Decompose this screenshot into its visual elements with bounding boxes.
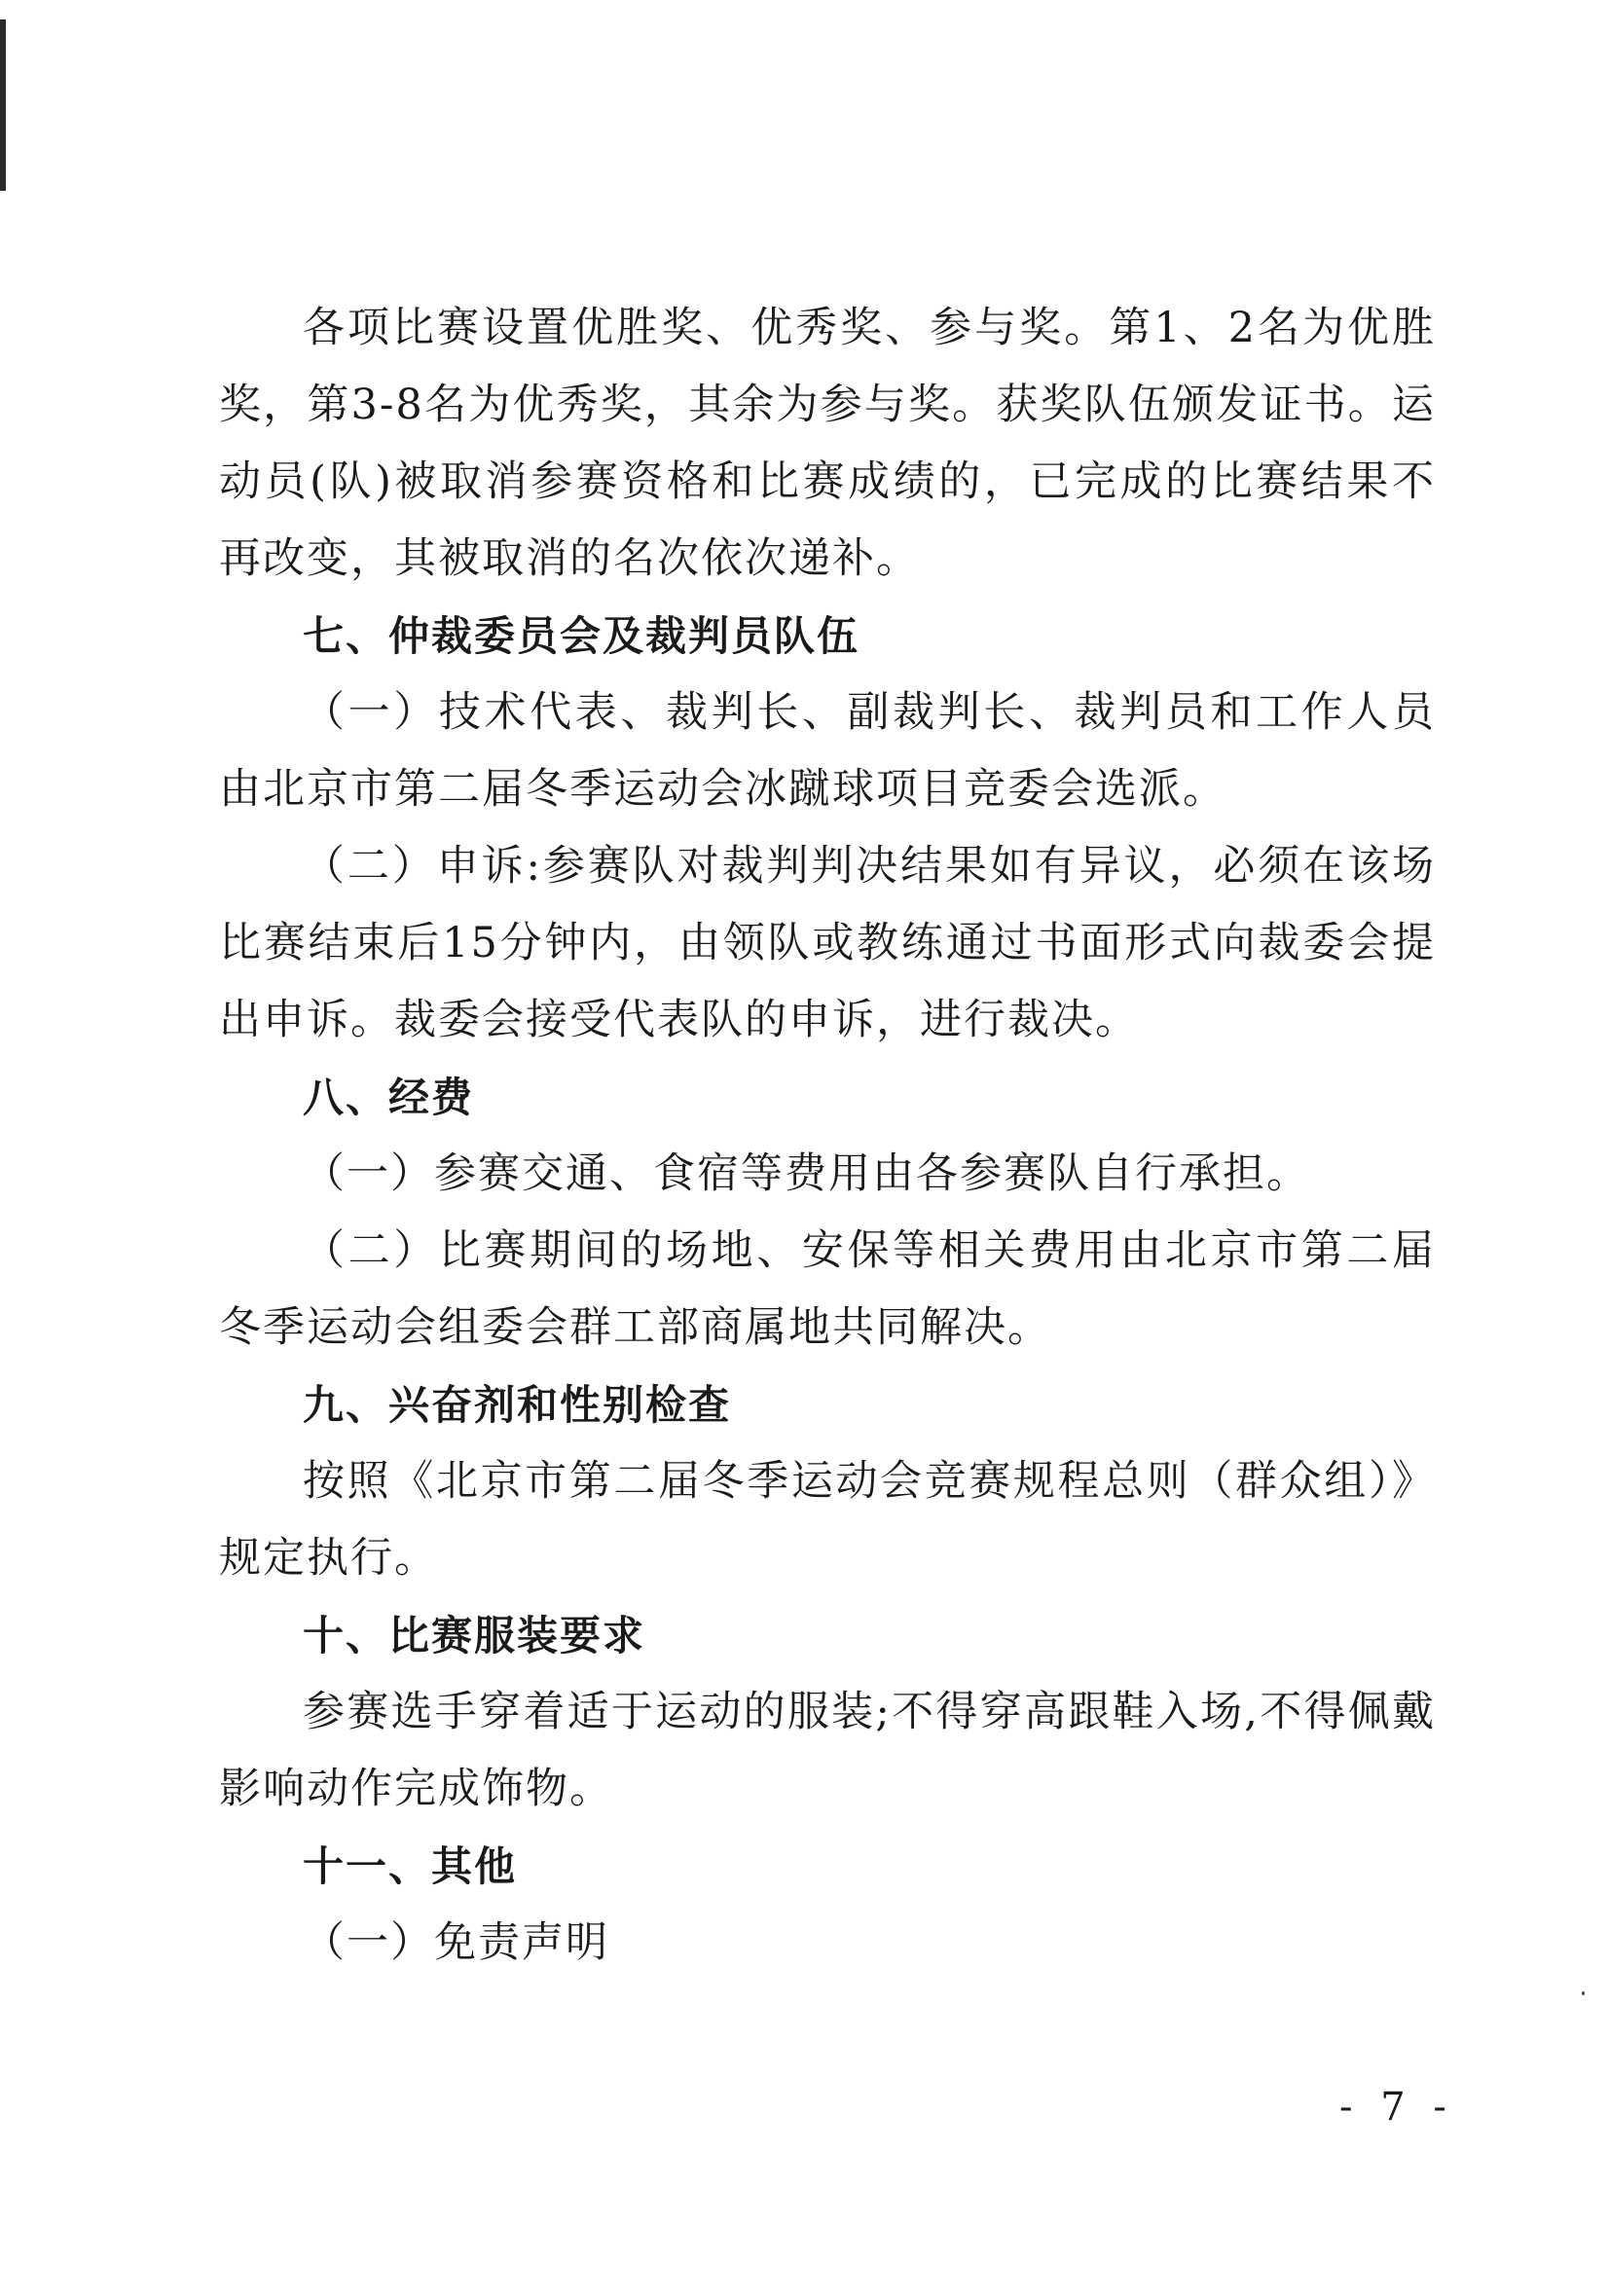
paragraph-10-1: 参赛选手穿着适于运动的服装;不得穿高跟鞋入场,不得佩戴影响动作完成饰物。 (219, 1688, 1436, 1813)
paragraph-11-1: （一）免责声明 (303, 1918, 609, 1967)
page-number: - 7 - (1339, 2085, 1454, 2130)
heading-section-7: 七、仲裁委员会及裁判员队伍 (303, 612, 860, 660)
scan-edge-mark (0, 19, 6, 191)
heading-section-10: 十、比赛服装要求 (303, 1612, 646, 1659)
paragraph-8-1: （一）参赛交通、食宿等费用由各参赛队自行承担。 (303, 1149, 1310, 1198)
heading-section-8: 八、经费 (303, 1074, 475, 1121)
paragraph-7-1: （一）技术代表、裁判长、副裁判长、裁判员和工作人员由北京市第二届冬季运动会冰蹴球项目竞委会选派。 (219, 688, 1436, 814)
paragraph-awards: 各项比赛设置优胜奖、优秀奖、参与奖。第1、2名为优胜奖，第3-8名为优秀奖，其余为参与奖。获奖队伍颁发证书。运动员(队)被取消参赛资格和比赛成绩的，已完成的比赛结果不再改变，其被取消的名次依次递补。 (219, 304, 1436, 583)
paragraph-7-2: （二）申诉:参赛队对裁判判决结果如有异议，必须在该场比赛结束后15分钟内，由领队或教练通过书面形式向裁委会提出申诉。裁委会接受代表队的申诉，进行裁决。 (219, 842, 1436, 1044)
paragraph-8-2: （二）比赛期间的场地、安保等相关费用由北京市第二届冬季运动会组委会群工部商属地共同解决。 (219, 1226, 1436, 1352)
heading-section-9: 九、兴奋剂和性别检查 (303, 1381, 732, 1429)
document-body (219, 290, 1436, 1982)
heading-section-11: 十一、其他 (303, 1842, 518, 1890)
paragraph-9-1: 按照《北京市第二届冬季运动会竞赛规程总则（群众组）》规定执行。 (219, 1457, 1436, 1583)
scan-speck (1582, 1991, 1585, 1995)
